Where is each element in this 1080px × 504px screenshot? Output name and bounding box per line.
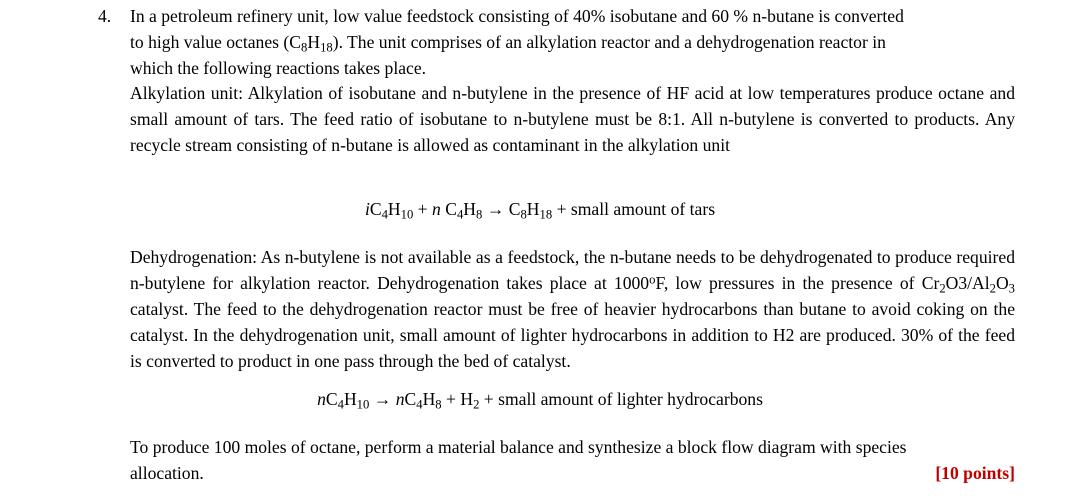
task-line-2-text: allocation.	[130, 463, 204, 483]
intro-line-1: In a petroleum refinery unit, low value feedstock consisting of 40% isobutane and 60 % n-butane is converted	[130, 6, 904, 26]
dehydrogenation-paragraph: Dehydrogenation: As n-butylene is not available as a feedstock, the n-butane needs to be dehydrogenated to produce required n-butylene for alkylation reactor. Dehydrogenation takes place at 1000$^o$F, low pressures in the presence of $Cr_2O3/Al_2O_3$ catalyst. The feed to the dehydrogenation reactor must be free of heavier hydrocarbons than butane to avoid coking on the catalyst. In the dehydrogenation unit, small amount of lighter hydrocarbons in addition to H2 are produced. 30% of the feed is converted to product in one pass through the bed of catalyst.	[130, 247, 1015, 371]
question-number: 4.	[98, 6, 112, 26]
task-paragraph	[130, 434, 1015, 486]
arrow-icon: →	[482, 199, 509, 219]
intro-line-3: which the following reactions takes place.	[130, 58, 427, 78]
points-label: [10 points]	[935, 463, 1015, 483]
intro-paragraph	[130, 3, 1015, 81]
task-line-2	[130, 460, 1015, 486]
alkylation-equation: $iC_4H_{10} + n$ $C_4H_8 \to C_8H_{18}$ + small amount of tars	[364, 199, 716, 222]
arrow-icon: →	[369, 389, 396, 409]
dehydrogenation-equation: $nC_4H_{10} \to nC_4H_8 + H_2$ + small amount of lighter hydrocarbons	[317, 389, 763, 412]
alkylation-paragraph: Alkylation unit: Alkylation of isobutane and n-butylene in the presence of HF acid at low temperatures produce octane and small amount of tars. The feed ratio of isobutane to n-butylene must be 8:1. All n-butylene is converted to products. Any recycle stream consisting of n-butane is allowed as contaminant in the alkylation unit	[130, 83, 1015, 155]
task-line-1: To produce 100 moles of octane, perform a material balance and synthesize a block flow diagram with species	[130, 437, 907, 457]
intro-line-2: to high value octanes $(C_8H_{18})$. The unit comprises of an alkylation reactor and a dehydrogenation reactor in	[130, 32, 886, 55]
